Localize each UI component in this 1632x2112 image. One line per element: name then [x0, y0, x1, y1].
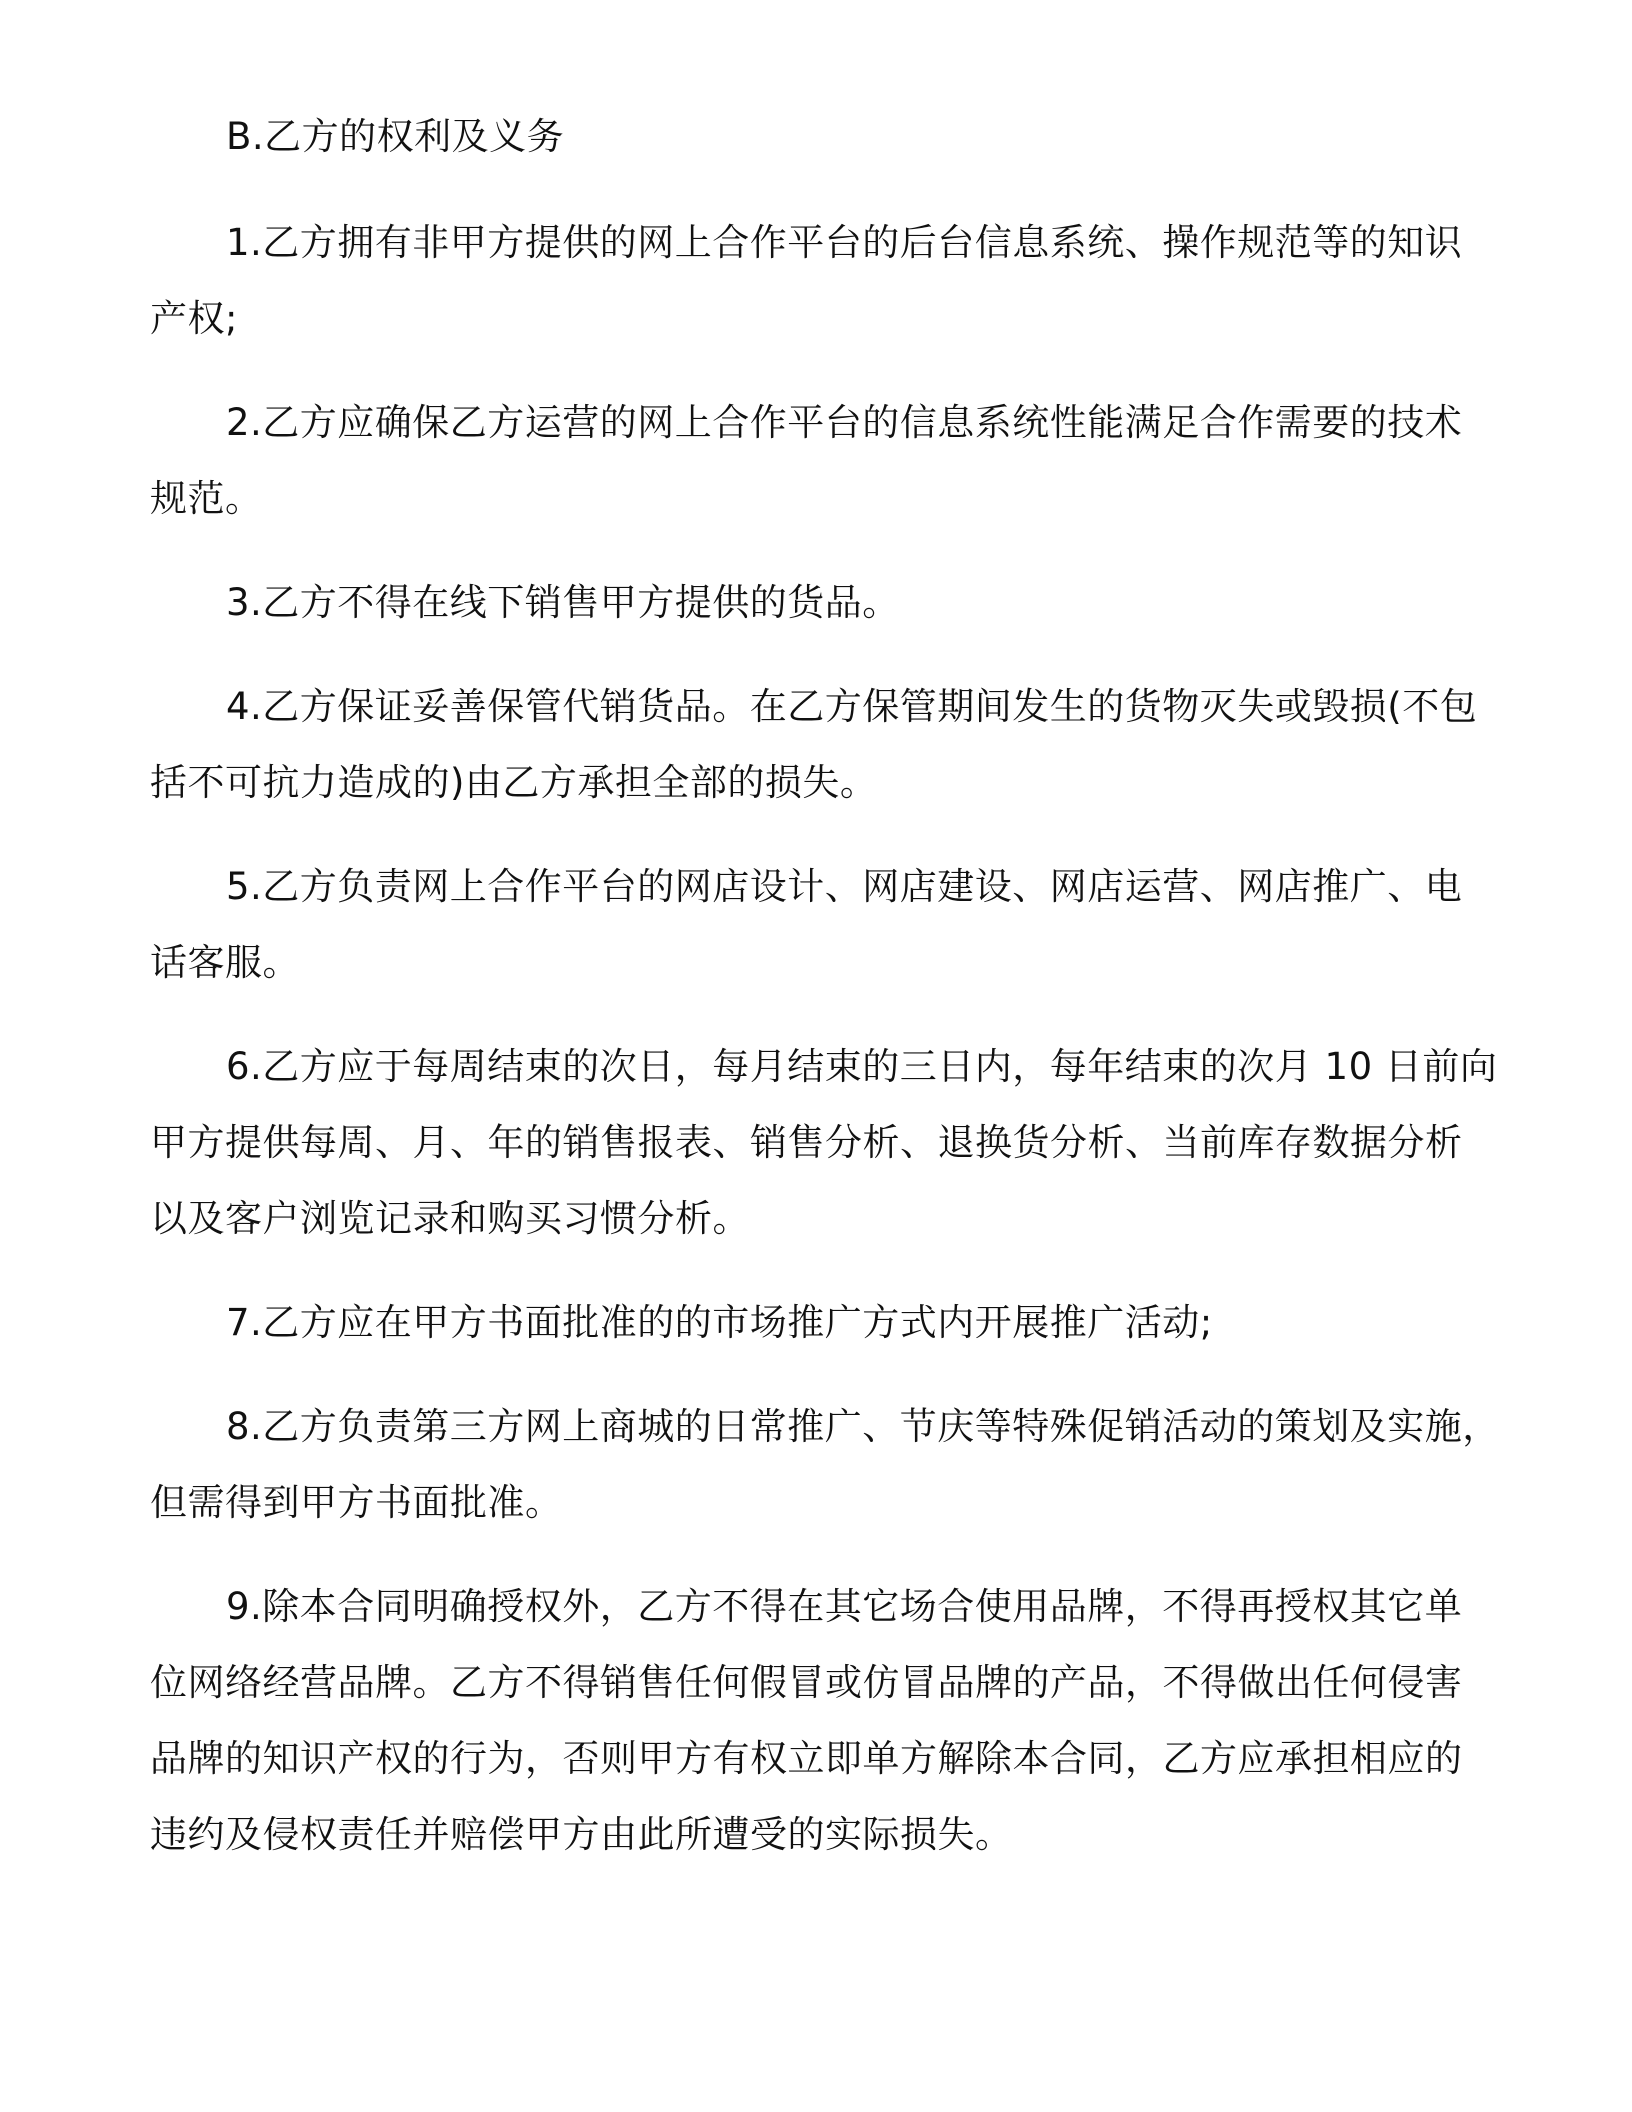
- clause-8-line-1: 8.乙方负责第三方网上商城的日常推广、节庆等特殊促销活动的策划及实施，: [226, 1405, 1500, 1448]
- clause-1-line-2: 产权;: [150, 297, 238, 340]
- clause-2-line-1: 2.乙方应确保乙方运营的网上合作平台的信息系统性能满足合作需要的技术: [226, 401, 1463, 444]
- clause-7-line-1: 7.乙方应在甲方书面批准的的市场推广方式内开展推广活动;: [226, 1301, 1213, 1344]
- clause-3-line-1: 3.乙方不得在线下销售甲方提供的货品。: [226, 581, 900, 624]
- clause-6-line-2: 甲方提供每周、月、年的销售报表、销售分析、退换货分析、当前库存数据分析: [150, 1121, 1463, 1164]
- clause-9-line-1: 9.除本合同明确授权外，乙方不得在其它场合使用品牌，不得再授权其它单: [226, 1585, 1463, 1628]
- clause-2-line-2: 规范。: [150, 477, 263, 520]
- clause-9-line-2: 位网络经营品牌。乙方不得销售任何假冒或仿冒品牌的产品，不得做出任何侵害: [150, 1661, 1463, 1704]
- clause-5-line-1: 5.乙方负责网上合作平台的网店设计、网店建设、网店运营、网店推广、电: [226, 865, 1463, 908]
- section-heading: B.乙方的权利及义务: [226, 115, 565, 158]
- clause-1-line-1: 1.乙方拥有非甲方提供的网上合作平台的后台信息系统、操作规范等的知识: [226, 221, 1463, 264]
- clause-8-line-2: 但需得到甲方书面批准。: [150, 1481, 563, 1524]
- clause-9-line-4: 违约及侵权责任并赔偿甲方由此所遭受的实际损失。: [150, 1813, 1013, 1856]
- clause-4-line-1: 4.乙方保证妥善保管代销货品。在乙方保管期间发生的货物灭失或毁损(不包: [226, 685, 1478, 728]
- clause-6-line-3: 以及客户浏览记录和购买习惯分析。: [150, 1197, 750, 1240]
- clause-5-line-2: 话客服。: [150, 941, 300, 984]
- clause-6-line-1: 6.乙方应于每周结束的次日，每月结束的三日内，每年结束的次月 10 日前向: [226, 1045, 1498, 1088]
- clause-4-line-2: 括不可抗力造成的)由乙方承担全部的损失。: [150, 761, 878, 804]
- clause-9-line-3: 品牌的知识产权的行为，否则甲方有权立即单方解除本合同，乙方应承担相应的: [150, 1737, 1463, 1780]
